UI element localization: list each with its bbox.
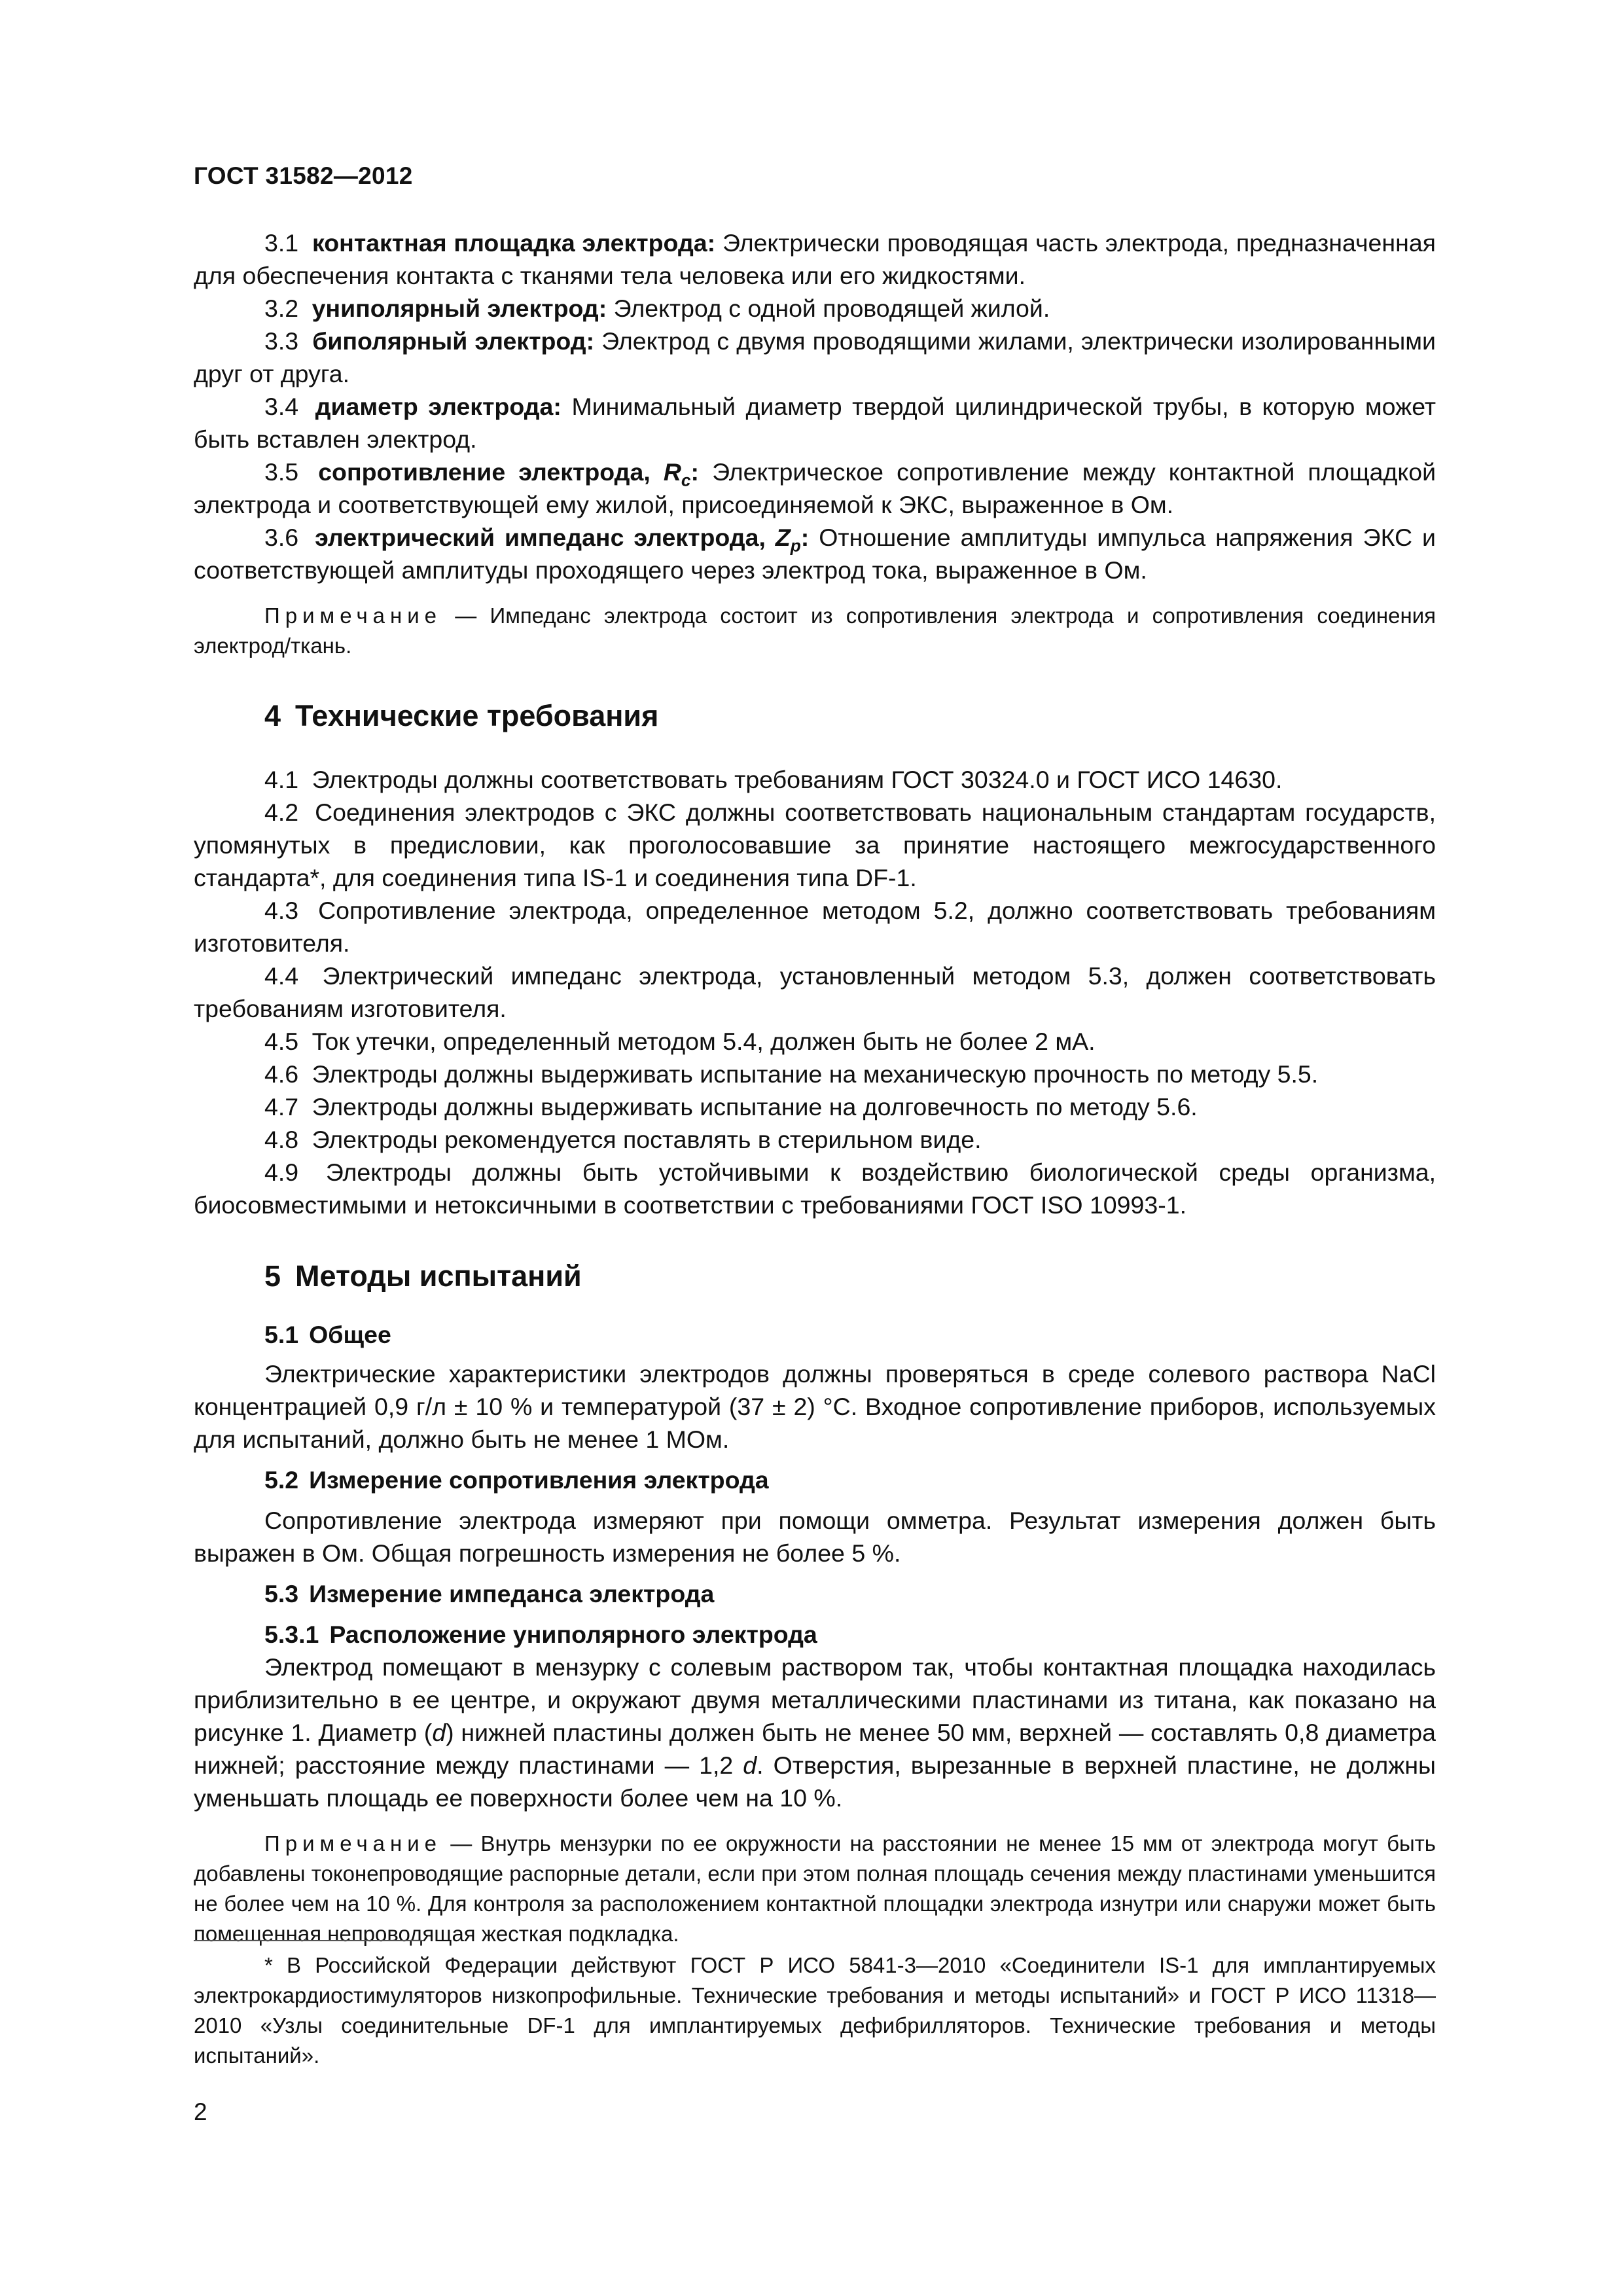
section-number: 4 xyxy=(264,699,281,732)
term: биполярный электрод: xyxy=(312,327,595,355)
clause-number: 4.8 xyxy=(264,1126,299,1153)
note-2 xyxy=(194,1829,1436,1949)
note-text: Импеданс электрода состоит из сопротивления электрода и сопротивления соединения электрод/ткань. xyxy=(194,603,1436,658)
variable-d: d xyxy=(743,1751,757,1779)
term-label: сопротивление электрода, xyxy=(318,458,651,486)
clause-number: 4.6 xyxy=(264,1060,299,1088)
text-part: . Отверстия, вырезанные в верхней пластине, не должны уменьшать площадь ее поверхности более чем на 10 %. xyxy=(194,1751,1436,1812)
subsection-number: 5.3.1 xyxy=(264,1621,319,1648)
clause-text: Ток утечки, определенный методом 5.4, должен быть не более 2 мА. xyxy=(312,1028,1096,1055)
definition-text: Минимальный диаметр твердой цилиндрической трубы, в которую может быть вставлен электрод. xyxy=(194,393,1436,453)
symbol: R xyxy=(663,458,681,486)
definition-text: Отношение амплитуды импульса напряжения ЭКС и соответствующей амплитуды проходящего через электрод тока, выраженное в Ом. xyxy=(194,524,1436,584)
note-dash: — xyxy=(442,603,490,628)
clause-number: 3.4 xyxy=(264,393,299,420)
subsection-number: 5.1 xyxy=(264,1321,299,1348)
clause-number: 4.7 xyxy=(264,1093,299,1121)
clause-text: Электрический импеданс электрода, установленный методом 5.3, должен соответствовать требованиям изготовителя. xyxy=(194,962,1436,1022)
standard-code-header: ГОСТ 31582—2012 xyxy=(194,162,413,189)
term-colon: : xyxy=(800,524,810,551)
clause-number: 4.2 xyxy=(264,798,299,826)
subsection-5-1-text: Электрические характеристики электродов должны проверяться в среде солевого раствора NaCl концентрацией 0,9 г/л ± 10 % и температурой (37 ± 2) °С. Входное сопротивление приборов, используемых для испытаний, должно быть не менее 1 МОм. xyxy=(194,1360,1436,1453)
clause-text: Соединения электродов с ЭКС должны соответствовать национальным стандартам государств, упомянутых в предисловии, как проголосовавшие за принятие настоящего межгосударственного стандарта*, для соединения типа IS-1 и соединения типа DF-1. xyxy=(194,798,1436,891)
text-part: Электрод помещают в мензурку с солевым раствором так, чтобы контактная площадка находилась приблизительно в ее центре, и окружают двумя металлическими пластинами из титана, как показано на рисунке 1. Диаметр ( xyxy=(194,1653,1436,1746)
subsection-number: 5.3 xyxy=(264,1580,299,1607)
page-number: 2 xyxy=(194,2098,207,2125)
page-content xyxy=(194,226,1436,1949)
definition-text: Электрически проводящая часть электрода, предназначенная для обеспечения контакта с тканями тела человека или его жидкостями. xyxy=(194,229,1436,289)
clause-number: 4.1 xyxy=(264,766,299,793)
term xyxy=(315,524,810,556)
requirement-4-1 xyxy=(194,763,1436,796)
clause-number: 3.6 xyxy=(264,524,299,551)
clause-text: Сопротивление электрода, определенное методом 5.2, должно соответствовать требованиям изготовителя. xyxy=(194,897,1436,957)
subsection-5-2-heading xyxy=(194,1463,1436,1496)
clause-number: 3.2 xyxy=(264,295,299,322)
clause-text: Электроды должны быть устойчивыми к воздействию биологической среды организма, биосовместимыми и нетоксичными в соответствии с требованиями ГОСТ ISO 10993-1. xyxy=(194,1158,1436,1219)
clause-number: 3.3 xyxy=(264,327,299,355)
term xyxy=(318,458,700,490)
clause-text: Электроды рекомендуется поставлять в стерильном виде. xyxy=(312,1126,982,1153)
requirement-4-9 xyxy=(194,1156,1436,1221)
definition-3-5 xyxy=(194,456,1436,521)
clause-number: 4.3 xyxy=(264,897,299,924)
definition-text: Электрод с двумя проводящими жилами, электрически изолированными друг от друга. xyxy=(194,327,1436,387)
clause-text: Электроды должны соответствовать требованиям ГОСТ 30324.0 и ГОСТ ИСО 14630. xyxy=(312,766,1283,793)
subsection-5-1-heading xyxy=(194,1318,1436,1351)
definition-text: Электрод с одной проводящей жилой. xyxy=(613,295,1050,322)
requirement-4-3 xyxy=(194,894,1436,960)
definition-3-1 xyxy=(194,226,1436,292)
clause-number: 4.9 xyxy=(264,1158,299,1186)
definition-3-4 xyxy=(194,390,1436,456)
subsection-5-3-heading xyxy=(194,1577,1436,1610)
requirement-4-7 xyxy=(194,1090,1436,1123)
subsection-title: Измерение сопротивления электрода xyxy=(309,1466,769,1494)
term: униполярный электрод: xyxy=(312,295,607,322)
text-part: ) нижней пластины должен быть не менее 50 мм, верхней — составлять 0,8 диаметра нижней; расстояние между пластинами — 1,2 xyxy=(194,1719,1436,1779)
requirement-4-5 xyxy=(194,1025,1436,1058)
note-text: Внутрь мензурки по ее окружности на расстоянии не менее 15 мм от электрода могут быть добавлены токонепроводящие распорные детали, если при этом полная площадь сечения между пластинами уменьшится не более чем на 10 %. Для контроля за расположением контактной площадки электрода изнутри или снаружи может быть помещенная непроводящая жесткая подкладка. xyxy=(194,1831,1436,1946)
clause-text: Электроды должны выдерживать испытание на долговечность по методу 5.6. xyxy=(312,1093,1198,1121)
term: контактная площадка электрода: xyxy=(312,229,716,257)
subsection-number: 5.2 xyxy=(264,1466,299,1494)
section-title: Методы испытаний xyxy=(295,1259,582,1293)
subsection-title: Расположение униполярного электрода xyxy=(329,1621,817,1648)
footnote-separator xyxy=(194,1940,423,1941)
footnote xyxy=(194,1950,1436,2071)
symbol-subscript: c xyxy=(681,470,691,490)
clause-number: 4.4 xyxy=(264,962,299,990)
clause-number: 3.1 xyxy=(264,229,299,257)
section-4-heading xyxy=(194,696,1436,736)
clause-number: 4.5 xyxy=(264,1028,299,1055)
requirement-4-8 xyxy=(194,1123,1436,1156)
symbol: Z xyxy=(775,524,791,551)
requirement-4-4 xyxy=(194,960,1436,1025)
subsection-title: Измерение импеданса электрода xyxy=(309,1580,715,1607)
term: диаметр электрода: xyxy=(315,393,562,420)
subsection-title: Общее xyxy=(309,1321,391,1348)
definition-3-3 xyxy=(194,325,1436,390)
section-5-heading xyxy=(194,1257,1436,1296)
note-label: Примечание xyxy=(264,1831,442,1856)
definition-text: Электрическое сопротивление между контактной площадкой электрода и соответствующей ему жилой, присоединяемой к ЭКС, выраженное в Ом. xyxy=(194,458,1436,518)
note-1 xyxy=(194,601,1436,661)
requirement-4-6 xyxy=(194,1058,1436,1090)
subsection-5-2-text: Сопротивление электрода измеряют при помощи омметра. Результат измерения должен быть выражен в Ом. Общая погрешность измерения не более 5 %. xyxy=(194,1507,1436,1567)
definition-3-6 xyxy=(194,521,1436,586)
requirement-4-2 xyxy=(194,796,1436,894)
subsection-5-3-1-text xyxy=(194,1651,1436,1814)
symbol-subscript: p xyxy=(790,535,801,556)
subsection-5-3-1-heading xyxy=(194,1618,1436,1651)
term-colon: : xyxy=(690,458,700,486)
note-label: Примечание xyxy=(264,603,442,628)
clause-number: 3.5 xyxy=(264,458,299,486)
section-number: 5 xyxy=(264,1259,281,1293)
footnote-text: * В Российской Федерации действуют ГОСТ Р ИСО 5841-3—2010 «Соединители IS-1 для имплантируемых электрокардиостимуляторов низкопрофильные. Технические требования и методы испытаний» и ГОСТ Р ИСО 11318—2010 «Узлы соединительные DF-1 для имплантируемых дефибрилляторов. Технические требования и методы испытаний». xyxy=(194,1953,1436,2068)
term-label: электрический импеданс электрода, xyxy=(315,524,766,551)
definition-3-2 xyxy=(194,292,1436,325)
note-dash: — xyxy=(442,1831,481,1856)
clause-text: Электроды должны выдерживать испытание на механическую прочность по методу 5.5. xyxy=(312,1060,1319,1088)
section-title: Технические требования xyxy=(295,699,659,732)
variable-d: d xyxy=(432,1719,446,1746)
